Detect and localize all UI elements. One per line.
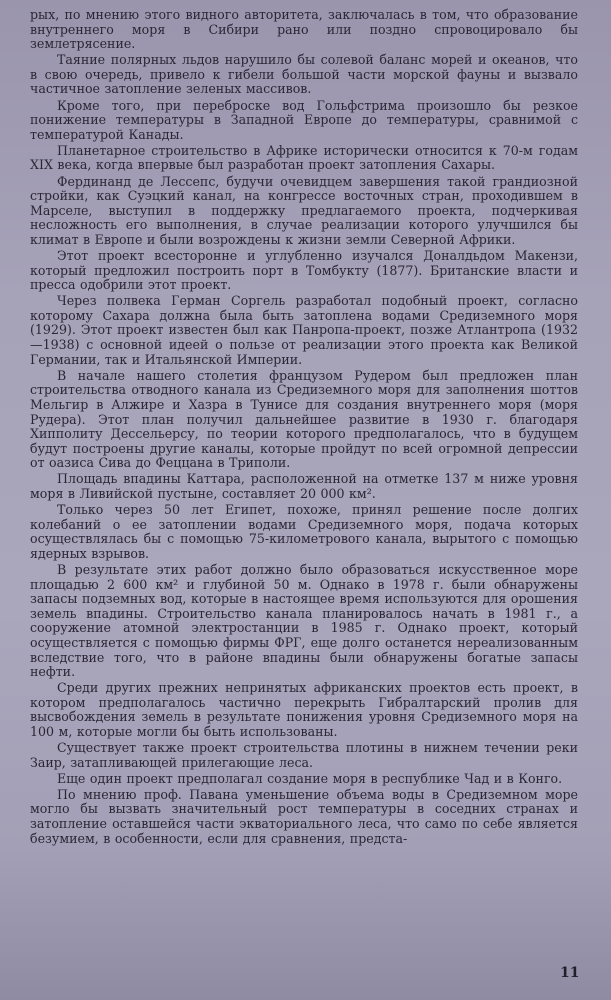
paragraph: Еще один проект предполагал создание моря в республике Чад и в Конго. (57, 770, 563, 786)
paragraph: Только через 50 лет Египет, похоже, принял решение после долгих колебаний о ее затоплении водами Средиземного моря, подача которых осуществлялась бы с помощью 75-километрового канала, вырытого с помощью ядерных взрывов. (30, 502, 578, 561)
paragraph: По мнению проф. Павана уменьшение объема воды в Средиземном море могло бы вызвать значительный рост температуры в соседних странах и затопление оставшейся части экваториального леса, что само по себе является безумием, в особенности, если для сравнения, предста- (30, 786, 578, 846)
paragraph: рых, по мнению этого видного авторитета, заключалась в том, что образование внутреннего моря в Сибири рано или поздно спровоцировало бы землетрясение. (30, 7, 578, 52)
paragraph: Существует также проект строительства плотины в нижнем течении реки Заир, затапливающей прилегающие леса. (30, 740, 578, 770)
paragraph: В начале нашего столетия французом Рудером был предложен план строительства отводного канала из Средиземного моря для заполнения шоттов Мельгир в Алжире и Хазра в Тунисе для создания внутреннего моря (моря Рудера). Этот план получил дальнейшее развитие в 1930 г. благодаря Хипполиту Дессельерсу, по теории которого предполагалось, что в будущем будут построены другие каналы, которые пройдут по всей огромной депрессии от оазиса Сива до Феццана в Триполи. (30, 367, 578, 471)
paragraph: Среди других прежних непринятых африканских проектов есть проект, в котором предполагалось частично перекрыть Гибралтарский пролив для высвобождения земель в результате понижения уровня Средиземного моря на 100 м, которые могли бы быть использованы. (30, 680, 578, 739)
paragraph: Планетарное строительство в Африке исторически относится к 70-м годам XIX века, когда впервые был разработан проект затопления Сахары. (30, 142, 578, 173)
paragraph: Этот проект всесторонне и углубленно изучался Доналдьдом Макензи, который предложил построить порт в Томбукту (1877). Британские власти и пресса одобрили этот проект. (30, 248, 578, 293)
paragraph: Таяние полярных льдов нарушило бы солевой баланс морей и океанов, что в свою очередь, привело к гибели большой части морской фауны и вызвало частичное затопление зеленых массивов. (30, 52, 578, 97)
page-number: 11 (560, 965, 580, 981)
page-text (30, 8, 578, 848)
paragraph: Через полвека Герман Соргель разработал подобный проект, согласно которому Сахара должна была быть затоплена водами Средиземного моря (1929). Этот проект известен был как Панропа-проект, позже Атлантропа (1932—1938) с основной идеей о пользе от реализации этого проекта как Великой Германии, так и Итальянской Империи. (30, 293, 578, 367)
paragraph: Площадь впадины Каттара, расположенной на отметке 137 м ниже уровня моря в Ливийской пустыне, составляет 20 000 км². (30, 471, 578, 501)
paragraph: Фердинанд де Лессепс, будучи очевидцем завершения такой грандиозной стройки, как Суэцкий канал, на конгрессе восточных стран, проходившем в Марселе, выступил в поддержку предлагаемого проекта, подчеркивая несложность его выполнения, в случае реализации которого улучшился бы климат в Европе и были возрождены к жизни земли Северной Африки. (30, 173, 578, 247)
paragraph: В результате этих работ должно было образоваться искусственное море площадью 2 600 км² и глубиной 50 м. Однако в 1978 г. были обнаружены запасы подземных вод, которые в настоящее время используются для орошения земель впадины. Строительство канала планировалось начать в 1981 г., а сооружение атомной электростанции в 1985 г. Однако проект, который осуществляется с помощью фирмы ФРГ, еще долго останется нереализованным вследствие того, что в районе впадины были обнаружены богатые запасы нефти. (30, 561, 578, 680)
paragraph: Кроме того, при переброске вод Гольфстрима произошло бы резкое понижение температуры в Западной Европе до температуры, сравнимой с температурой Канады. (30, 97, 578, 142)
